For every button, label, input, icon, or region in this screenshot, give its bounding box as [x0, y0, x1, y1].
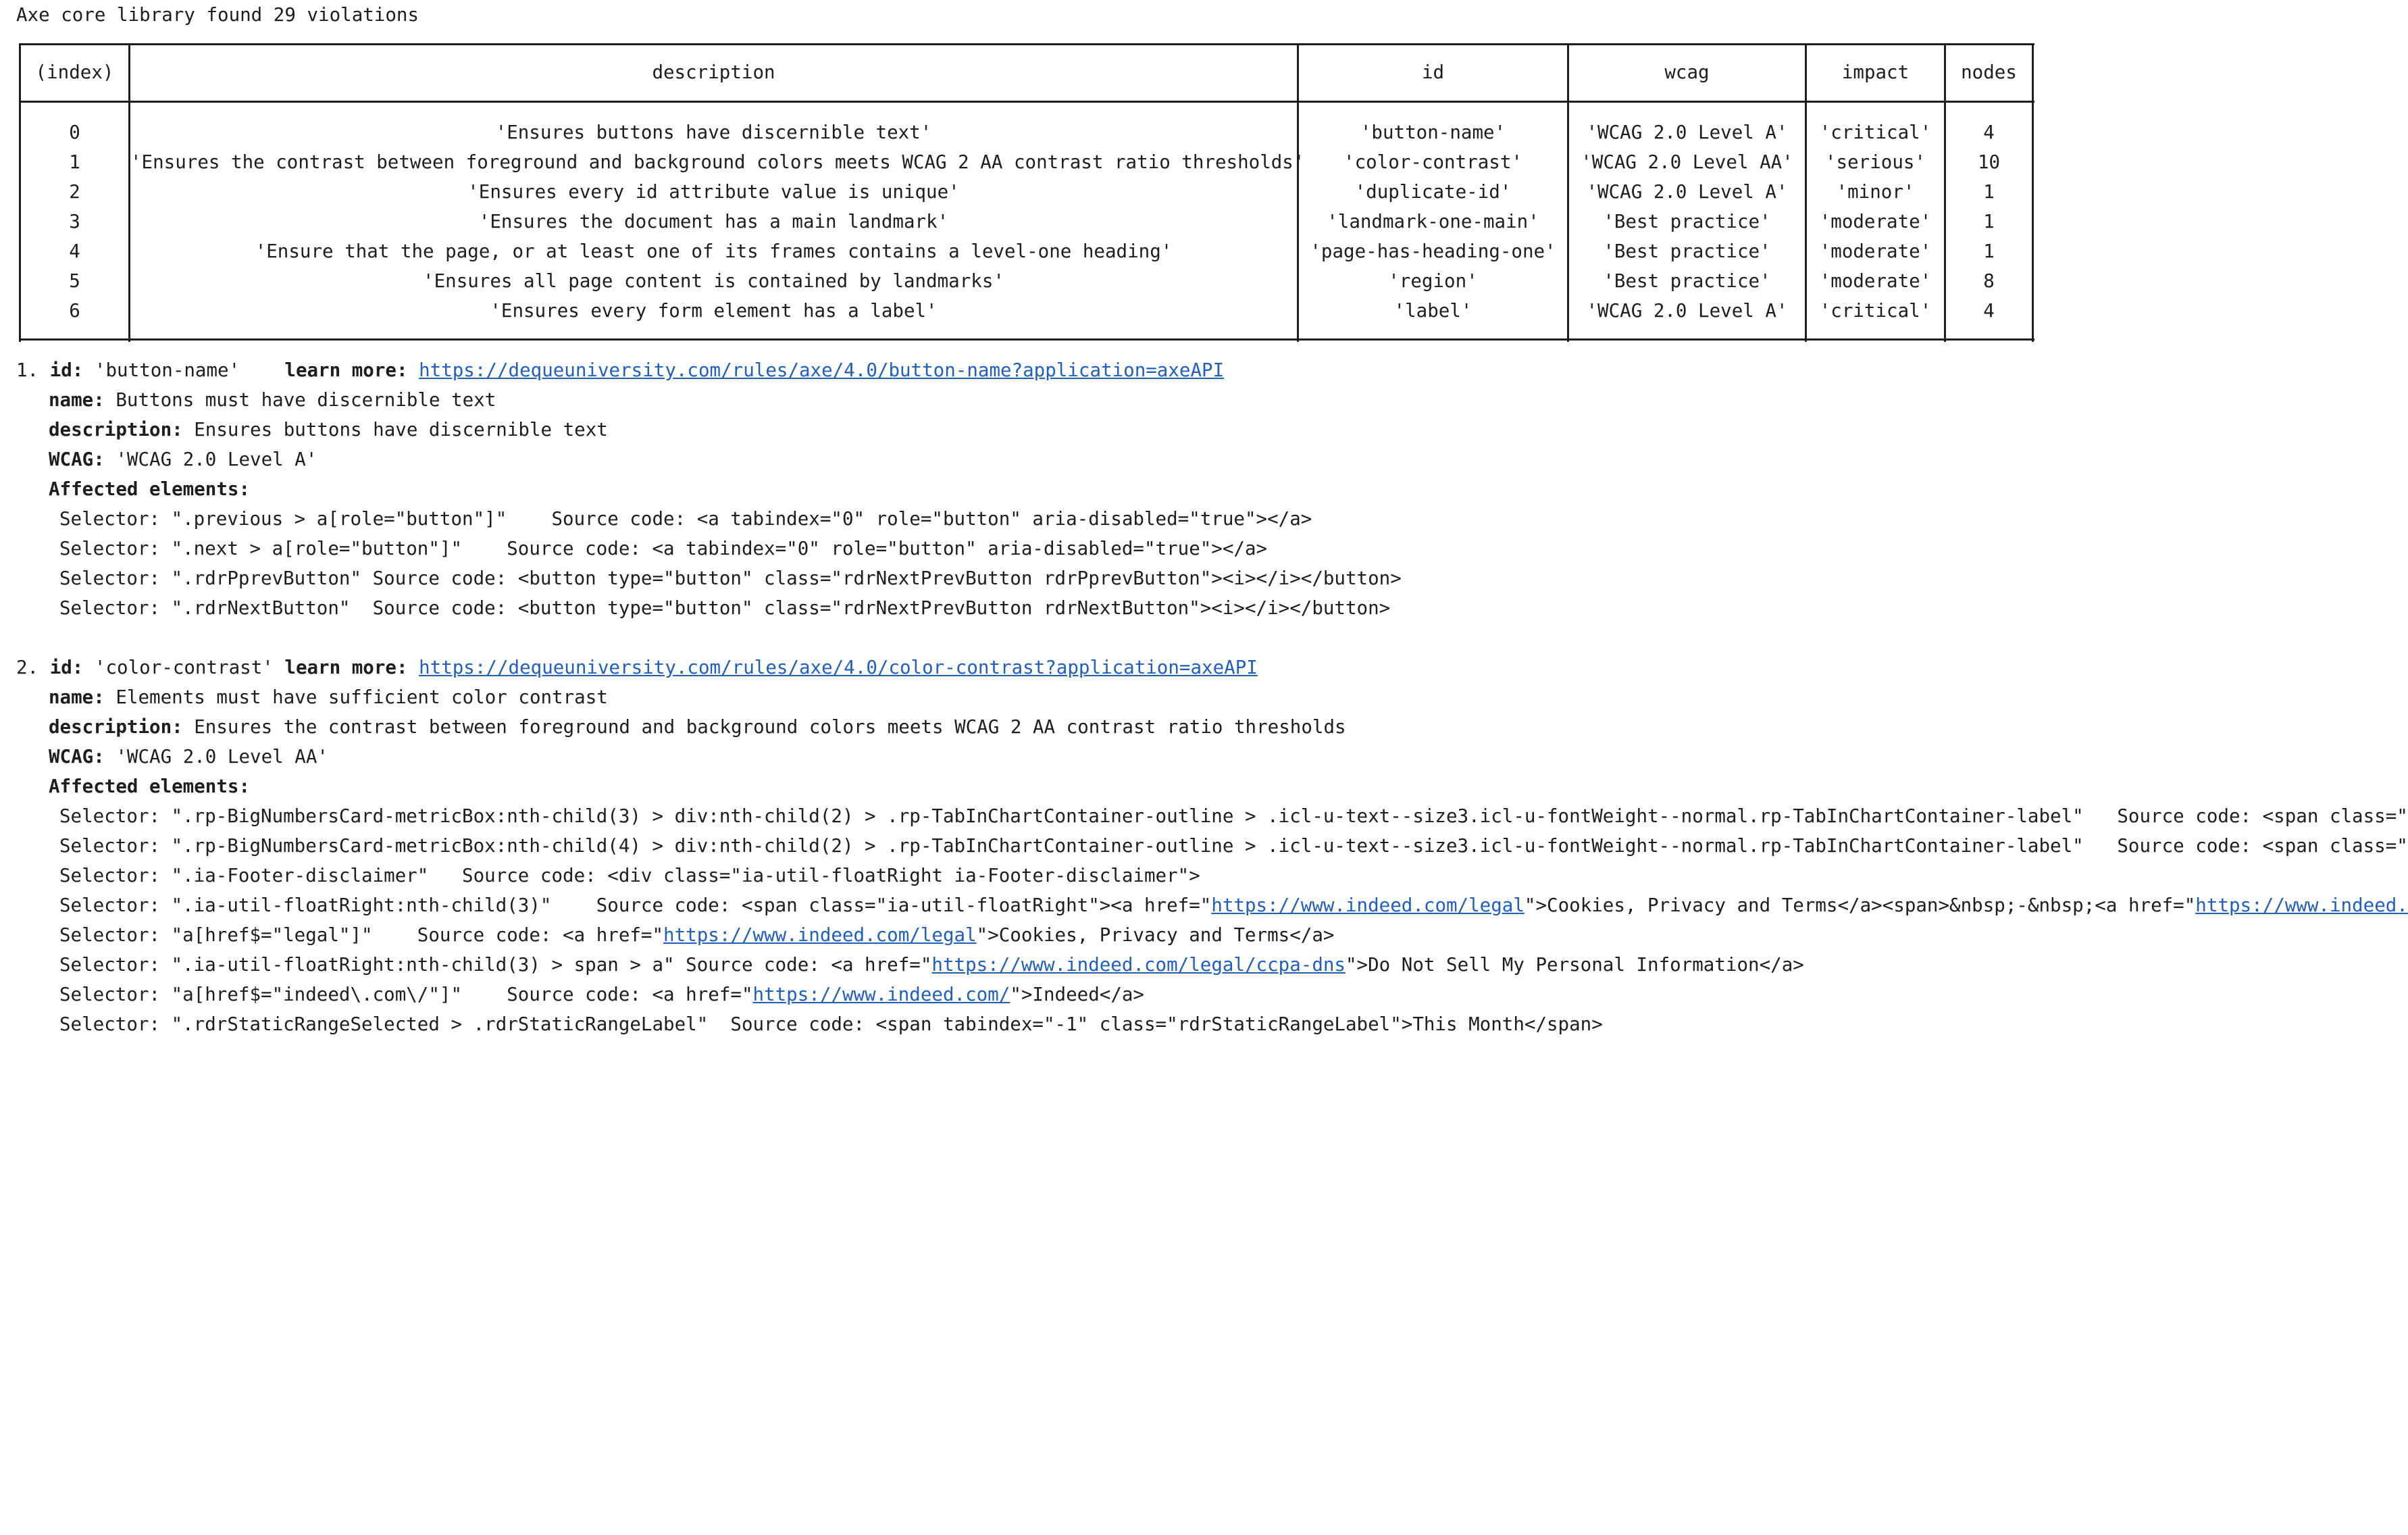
affected-element-line	[59, 1009, 1603, 1039]
cell-id: 'color-contrast'	[1343, 151, 1522, 173]
cell-wcag: 'WCAG 2.0 Level A'	[1586, 122, 1788, 143]
affected-element-line	[59, 801, 2408, 831]
affected-element-line	[59, 563, 1402, 593]
header-description: description	[652, 61, 775, 83]
header-wcag: wcag	[1664, 61, 1710, 83]
source-url-link[interactable]: https://www.indeed.com/legal	[1211, 895, 1525, 916]
affected-element-line	[59, 534, 1267, 563]
affected-elements-heading	[49, 772, 250, 801]
violation-wcag	[49, 742, 328, 772]
name-value: Buttons must have discernible text	[116, 389, 496, 411]
cell-nodes: 1	[1983, 181, 1995, 203]
cell-id: 'button-name'	[1360, 122, 1506, 143]
element-text: Selector: ".ia-util-floatRight:nth-child(3) > span > a" Source code: <a href="	[59, 954, 932, 976]
violation-description	[49, 415, 608, 445]
cell-index: 3	[69, 211, 80, 232]
cell-description: 'Ensures every form element has a label'	[490, 300, 938, 322]
cell-description: 'Ensures all page content is contained by landmarks'	[423, 270, 1004, 292]
cell-nodes: 4	[1983, 300, 1995, 322]
violation-name	[49, 682, 608, 712]
cell-nodes: 10	[1977, 151, 2001, 173]
cell-impact: 'critical'	[1819, 300, 1932, 322]
learn-more-label: learn more:	[284, 359, 408, 381]
element-text: Selector: ".rdrPprevButton" Source code: <button type="button" class="rdrNextPrevButton rdrPprevButton"><i></i></button>	[59, 568, 1402, 589]
table-header-rule	[19, 101, 2034, 103]
header-index: (index)	[35, 61, 114, 83]
cell-index: 6	[69, 300, 80, 322]
learn-more-link[interactable]: https://dequeuniversity.com/rules/axe/4.0/color-contrast?application=axeAPI	[419, 657, 1258, 678]
cell-id: 'duplicate-id'	[1354, 181, 1512, 203]
cell-wcag: 'WCAG 2.0 Level AA'	[1581, 151, 1793, 173]
source-url-link[interactable]: https://www.indeed.com/legal	[663, 924, 977, 946]
element-text: ">Do Not Sell My Personal Information</a>	[1346, 954, 1804, 976]
wcag-value: 'WCAG 2.0 Level A'	[116, 449, 317, 470]
learn-more-link[interactable]: https://dequeuniversity.com/rules/axe/4.0/button-name?application=axeAPI	[419, 359, 1225, 381]
cell-description: 'Ensures the document has a main landmark'	[478, 211, 949, 232]
cell-description: 'Ensures buttons have discernible text'	[495, 122, 932, 143]
element-text: Selector: ".rdrStaticRangeSelected > .rdrStaticRangeLabel" Source code: <span tabindex="-1" class="rdrStaticRangeLabel">This Month</span>	[59, 1013, 1603, 1035]
cell-description: 'Ensure that the page, or at least one of its frames contains a level-one heading'	[255, 241, 1173, 262]
cell-impact: 'critical'	[1819, 122, 1932, 143]
violation-description	[49, 712, 1346, 742]
violation-id: 'color-contrast'	[94, 657, 274, 678]
affected-element-line	[59, 593, 1390, 623]
element-text: Selector: ".rp-BigNumbersCard-metricBox:nth-child(3) > div:nth-child(2) > .rp-TabInChartContainer-outline > .icl-u-text--size3.icl-u-fontWeight--normal.rp-TabInChartContainer-label" Source code: <span class="	[59, 805, 2408, 827]
affected-element-line	[59, 504, 1312, 534]
element-text: Selector: ".rdrNextButton" Source code: <button type="button" class="rdrNextPrevButton rdrNextButton"><i></i></button>	[59, 597, 1391, 619]
affected-element-line	[59, 950, 1804, 980]
element-text: Selector: ".previous > a[role="button"]" Source code: <a tabindex="0" role="button" aria-disabled="true"></a>	[59, 508, 1312, 530]
cell-index: 1	[69, 151, 80, 173]
violation-wcag	[49, 445, 317, 474]
affected-element-line	[59, 920, 1334, 950]
id-label: id:	[49, 657, 84, 678]
cell-wcag: 'Best practice'	[1603, 241, 1771, 262]
learn-more-label: learn more:	[284, 657, 408, 678]
cell-index: 5	[69, 270, 80, 292]
cell-nodes: 1	[1983, 241, 1995, 262]
header-id: id	[1421, 61, 1445, 83]
violation-name	[49, 385, 496, 415]
affected-element-line	[59, 980, 1144, 1009]
id-label: id:	[49, 359, 84, 381]
element-text: Selector: "a[href$="legal"]" Source code: <a href="	[59, 924, 664, 946]
violation-id: 'button-name'	[94, 359, 240, 381]
header-nodes: nodes	[1961, 61, 2017, 83]
description-value: Ensures the contrast between foreground and background colors meets WCAG 2 AA contrast ratio thresholds	[194, 716, 1346, 738]
table-column-rule	[2032, 43, 2034, 342]
cell-id: 'landmark-one-main'	[1327, 211, 1539, 232]
cell-wcag: 'Best practice'	[1603, 270, 1771, 292]
violation-number: 2.	[16, 657, 39, 678]
header-impact: impact	[1841, 61, 1910, 83]
cell-description: 'Ensures every id attribute value is unique'	[467, 181, 960, 203]
violation-header	[16, 355, 1224, 385]
cell-id: 'region'	[1388, 270, 1478, 292]
element-text: Selector: ".ia-Footer-disclaimer" Source code: <div class="ia-util-floatRight ia-Footer-disclaimer">	[59, 865, 1200, 886]
element-text: Selector: ".ia-util-floatRight:nth-child(3)" Source code: <span class="ia-util-floatRight"><a href="	[59, 895, 1212, 916]
cell-impact: 'moderate'	[1819, 211, 1932, 232]
description-label: description:	[49, 419, 183, 441]
cell-impact: 'moderate'	[1819, 270, 1932, 292]
element-text: ">Indeed</a>	[1010, 984, 1144, 1005]
affected-elements-heading	[49, 474, 250, 504]
table-bottom-rule	[19, 338, 2034, 341]
source-url-link[interactable]: https://www.indeed.com/	[752, 984, 1010, 1005]
description-label: description:	[49, 716, 183, 738]
cell-impact: 'moderate'	[1819, 241, 1932, 262]
wcag-label: WCAG:	[49, 449, 105, 470]
cell-impact: 'minor'	[1836, 181, 1915, 203]
table-top-rule	[19, 43, 2034, 45]
description-value: Ensures buttons have discernible text	[194, 419, 608, 441]
violation-header	[16, 653, 1258, 682]
wcag-value: 'WCAG 2.0 Level AA'	[116, 746, 328, 768]
element-text: Selector: "a[href$="indeed\.com\/"]" Source code: <a href="	[59, 984, 753, 1005]
source-url-link[interactable]: https://www.indeed.com/legal/ccpa-dns	[931, 954, 1346, 976]
affected-element-line	[59, 861, 1200, 890]
element-text: ">Cookies, Privacy and Terms</a><span>&nbsp;-&nbsp;<a href="	[1524, 895, 2196, 916]
violations-table	[19, 43, 2034, 342]
cell-index: 2	[69, 181, 80, 203]
cell-nodes: 4	[1983, 122, 1995, 143]
spacer	[240, 359, 284, 381]
cell-wcag: 'WCAG 2.0 Level A'	[1586, 300, 1788, 322]
affected-element-line	[59, 831, 2408, 861]
affected-label: Affected elements:	[49, 478, 251, 500]
name-value: Elements must have sufficient color contrast	[116, 686, 608, 708]
cell-wcag: 'Best practice'	[1603, 211, 1771, 232]
cell-id: 'label'	[1393, 300, 1472, 322]
violations-summary: Axe core library found 29 violations	[16, 4, 419, 26]
element-text: Selector: ".next > a[role="button"]" Source code: <a tabindex="0" role="button" aria-disabled="true"></a>	[59, 538, 1268, 559]
element-text: ">Cookies, Privacy and Terms</a>	[976, 924, 1335, 946]
name-label: name:	[49, 389, 105, 411]
cell-index: 4	[69, 241, 80, 262]
cell-index: 0	[69, 122, 80, 143]
violation-number: 1.	[16, 359, 39, 381]
wcag-label: WCAG:	[49, 746, 105, 768]
element-text: Selector: ".rp-BigNumbersCard-metricBox:nth-child(4) > div:nth-child(2) > .rp-TabInChartContainer-outline > .icl-u-text--size3.icl-u-fontWeight--normal.rp-TabInChartContainer-label" Source code: <span class="	[59, 835, 2408, 857]
cell-impact: 'serious'	[1824, 151, 1926, 173]
cell-nodes: 1	[1983, 211, 1995, 232]
cell-nodes: 8	[1983, 270, 1995, 292]
spacer	[274, 657, 285, 678]
cell-id: 'page-has-heading-one'	[1310, 241, 1556, 262]
affected-element-line	[59, 890, 2408, 920]
cell-wcag: 'WCAG 2.0 Level A'	[1586, 181, 1788, 203]
name-label: name:	[49, 686, 105, 708]
cell-description: 'Ensures the contrast between foreground and background colors meets WCAG 2 AA contrast ratio thresholds'	[130, 151, 1305, 173]
affected-label: Affected elements:	[49, 776, 251, 797]
source-url-link[interactable]: https://www.indeed.	[2195, 895, 2408, 916]
